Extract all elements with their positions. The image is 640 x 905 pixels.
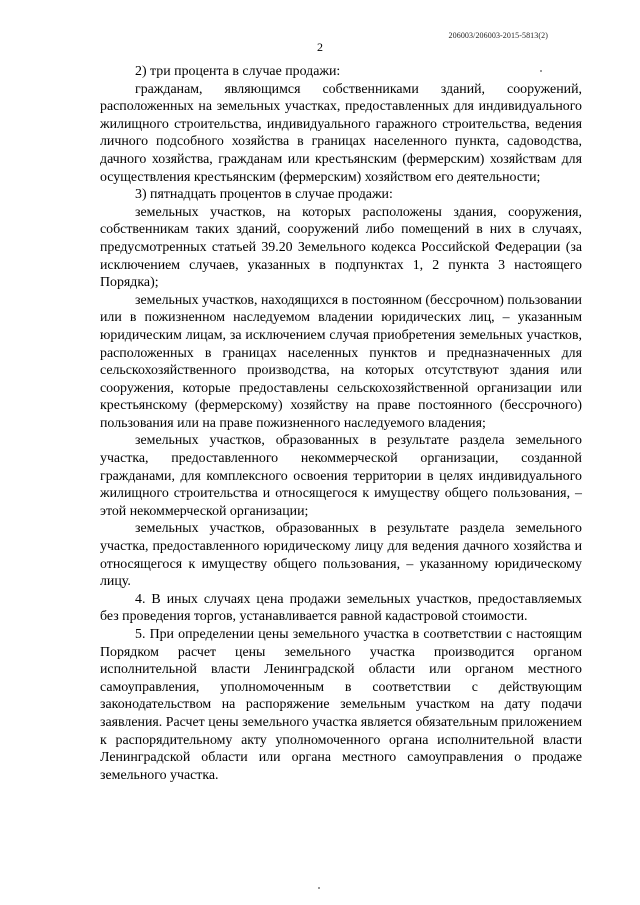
document-body [100,63,582,784]
document-reference-number: 206003/206003-2015-5813(2) [448,31,548,40]
paragraph-section-4: 4. В иных случаях цена продажи земельных участков, предоставляемых без проведения торгов, устанавливается равной кадастровой стоимости. [100,591,582,625]
scan-speck [540,70,542,72]
paragraph-permanent-use-land: земельных участков, находящихся в постоянном (бессрочном) пользовании или в пожизненном наследуемом владении юридических лиц, – указанным юридическим лицам, за исключением случая приобретения земельных участков, расположенных в границах населенных пунктов и предназначенных для сельскохозяйственного производства, на которых отсутствуют здания или сооружения, которые предоставлены сельскохозяйственной организации или крестьянскому (фермерскому) хозяйству на праве постоянного (бессрочного) пользования или на праве пожизненного наследуемого владения; [100,292,582,431]
paragraph-land-with-buildings: земельных участков, на которых расположены здания, сооружения, собственникам таких зданий, сооружений либо помещений в них в случаях, предусмотренных статьей 39.20 Земельного кодекса Российской Федерации (за исключением случаев, указанных в подпунктах 1, 2 пункта 3 настоящего Порядка); [100,204,582,291]
scan-speck [318,887,320,889]
paragraph-item-2-heading: 2) три процента в случае продажи: [135,64,341,79]
paragraph-section-5: 5. При определении цены земельного участка в соответствии с настоящим Порядком расчет цены земельного участка производится органом исполнительной власти Ленинградской области или органом местного самоуправления, уполномоченным в соответствии с действующим законодательством на распоряжение земельным участком на дату подачи заявления. Расчет цены земельного участка является обязательным приложением к распорядительному акту уполномоченного органа исполнительной власти Ленинградской области или органа местного самоуправления о продаже земельного участка. [100,627,582,783]
paragraph-nonprofit-division: земельных участков, образованных в результате раздела земельного участка, предоставленного некоммерческой организации, созданной гражданами, для комплексного освоения территории в целях индивидуального жилищного строительства и относящегося к имуществу общего пользования, – этой некоммерческой организации; [100,433,582,519]
page-number: 2 [317,40,323,54]
paragraph-citizens-owners: гражданам, являющимся собственниками зданий, сооружений, расположенных на земельных участках, предоставленных для индивидуального жилищного строительства, индивидуального гаражного строительства, ведения личного подсобного хозяйства в границах населенного пункта, садоводства, дачного хозяйства, гражданам или крестьянским (фермерским) хозяйствам для осуществления крестьянским (фермерским) хозяйством его деятельности; [100,81,582,185]
paragraph-dacha-division: земельных участков, образованных в результате раздела земельного участка, предоставленного юридическому лицу для ведения дачного хозяйства и относящегося к имуществу общего пользования, – указанному юридическому лицу. [100,521,582,590]
paragraph-item-3-heading: 3) пятнадцать процентов в случае продажи: [135,187,393,203]
